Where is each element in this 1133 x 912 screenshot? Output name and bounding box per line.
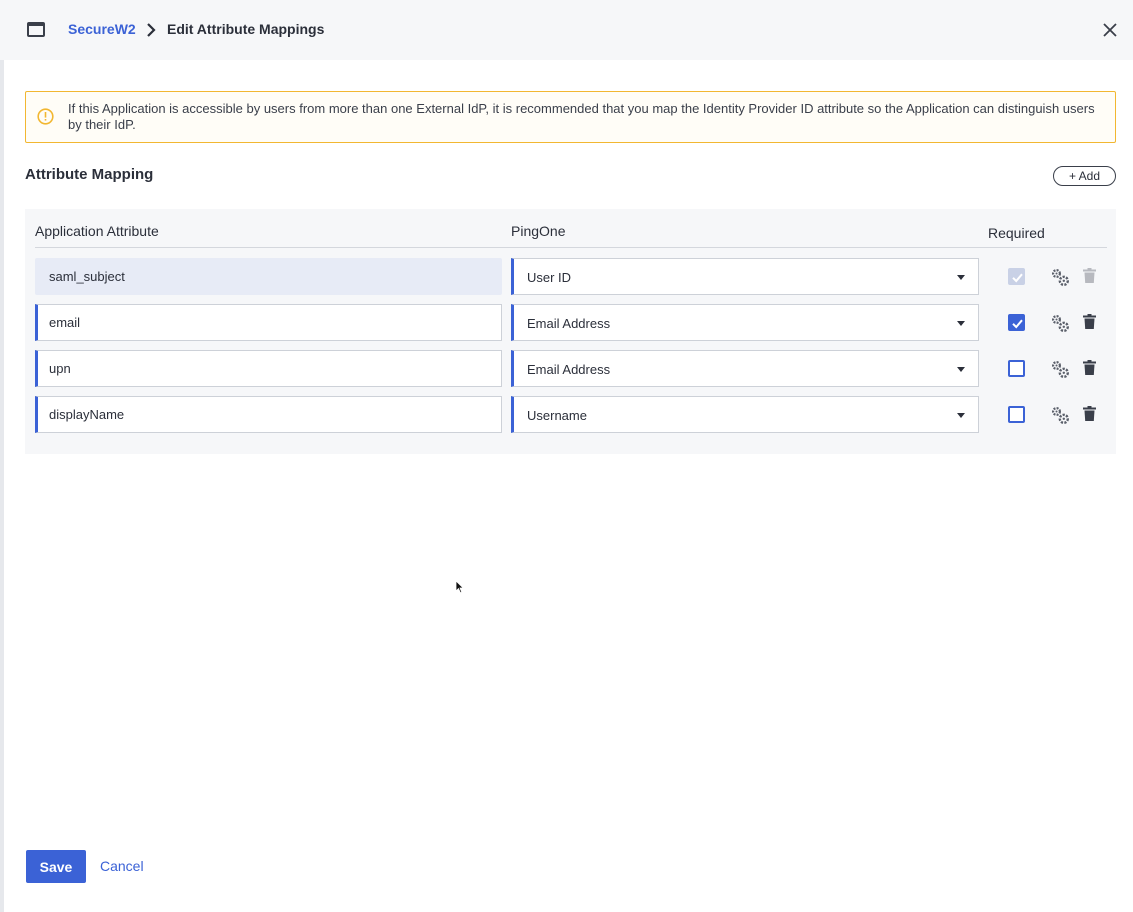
table-row [0, 304, 1133, 341]
caret-down-icon [957, 275, 965, 280]
modal-header [0, 0, 1133, 60]
gears-settings-icon[interactable] [1051, 268, 1070, 287]
save-button[interactable]: Save [26, 850, 86, 883]
breadcrumb-app-link[interactable]: SecureW2 [68, 21, 136, 37]
caret-down-icon [957, 367, 965, 372]
header-divider [35, 247, 1107, 248]
pingone-select-email[interactable] [511, 304, 979, 341]
pingone-select-upn[interactable] [511, 350, 979, 387]
table-row [0, 350, 1133, 387]
page-title: Edit Attribute Mappings [167, 21, 325, 37]
column-header-application-attribute: Application Attribute [35, 223, 159, 239]
select-value: Username [527, 408, 587, 423]
table-row [0, 396, 1133, 433]
section-title: Attribute Mapping [25, 166, 154, 183]
trash-icon[interactable] [1083, 360, 1096, 375]
alert-message: If this Application is accessible by users from more than one External IdP, it is recommended that you map the Identity Provider ID attribute so the Application can distinguish users by their IdP. [68, 101, 1095, 132]
check-icon [1011, 317, 1024, 330]
gears-settings-icon[interactable] [1051, 314, 1070, 333]
trash-icon[interactable] [1083, 314, 1096, 329]
column-header-pingone: PingOne [511, 223, 566, 239]
cancel-button[interactable]: Cancel [100, 858, 144, 874]
attribute-input-displayname[interactable] [35, 396, 502, 433]
required-checkbox-saml-subject [1008, 268, 1025, 285]
required-checkbox-email[interactable] [1008, 314, 1025, 331]
attribute-input-upn[interactable] [35, 350, 502, 387]
attribute-input-saml-subject [35, 258, 502, 295]
select-value: User ID [527, 270, 572, 285]
caret-down-icon [957, 413, 965, 418]
trash-icon [1083, 268, 1096, 283]
gears-settings-icon[interactable] [1051, 406, 1070, 425]
column-header-required: Required [988, 225, 1045, 241]
mouse-cursor-icon [455, 580, 464, 594]
close-icon[interactable] [1100, 20, 1120, 40]
window-icon [27, 22, 45, 37]
warning-circle-icon [37, 108, 54, 125]
left-edge-strip [0, 0, 4, 912]
warning-alert [25, 91, 1116, 143]
caret-down-icon [957, 321, 965, 326]
required-checkbox-displayname[interactable] [1008, 406, 1025, 423]
required-checkbox-upn[interactable] [1008, 360, 1025, 377]
add-mapping-button[interactable]: + Add [1053, 166, 1116, 186]
select-value: Email Address [527, 316, 611, 331]
check-icon [1011, 271, 1024, 284]
select-value: Email Address [527, 362, 611, 377]
pingone-select-saml-subject[interactable] [511, 258, 979, 295]
chevron-right-icon [146, 22, 156, 38]
table-row [0, 258, 1133, 295]
trash-icon[interactable] [1083, 406, 1096, 421]
pingone-select-displayname[interactable] [511, 396, 979, 433]
attribute-input-email[interactable] [35, 304, 502, 341]
gears-settings-icon[interactable] [1051, 360, 1070, 379]
